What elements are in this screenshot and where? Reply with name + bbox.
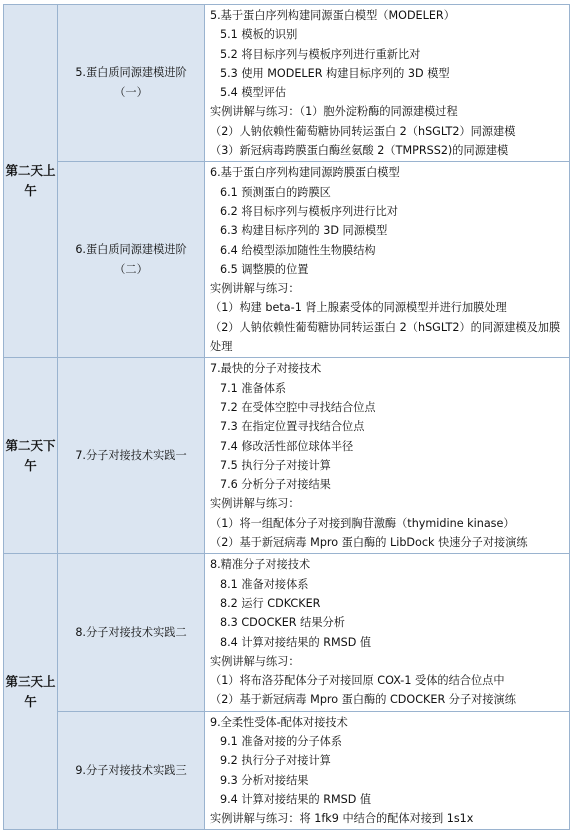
exercise-line: （1）构建 beta-1 肾上腺素受体的同源模型并进行加膜处理 xyxy=(210,301,507,315)
subtopic-item: 7.4 修改活性部位球体半径 xyxy=(220,439,354,453)
module-cell xyxy=(58,554,205,711)
content-cell xyxy=(205,358,570,554)
subtopic-item: 6.3 构建目标序列的 3D 同源模型 xyxy=(220,224,388,238)
day-label: 第三天上午 xyxy=(5,673,56,709)
schedule-row xyxy=(4,5,570,162)
exercise-line: 实例讲解与练习： xyxy=(210,654,300,668)
module-cell xyxy=(58,5,205,162)
day-label: 第二天下午 xyxy=(5,437,56,473)
subtopic-item: 8.3 CDOCKER 结果分析 xyxy=(220,616,345,630)
subtopic-item: 6.2 将目标序列与模板序列进行比对 xyxy=(220,204,398,218)
exercise-line: 实例讲解与练习：将 1fk9 中结合的配体对接到 1s1x xyxy=(210,812,474,826)
exercise-line: （2）人钠依赖性葡萄糖协同转运蛋白 2（hSGLT2）的同源建模及加膜处理 xyxy=(210,320,561,354)
day-label: 第二天上午 xyxy=(5,163,56,199)
module-title: 6.蛋白质同源建模进阶（二） xyxy=(75,242,187,276)
module-cell xyxy=(58,162,205,358)
exercise-line: 实例讲解与练习： xyxy=(210,497,300,511)
module-title: 9.分子对接技术实践三 xyxy=(75,763,187,777)
subtopic-item: 5.4 模型评估 xyxy=(220,86,287,100)
topic-heading: 5.基于蛋白序列构建同源蛋白模型（MODELER） xyxy=(210,9,455,22)
module-title: 5.蛋白质同源建模进阶（一） xyxy=(75,66,187,100)
exercise-line: 实例讲解与练习： xyxy=(210,282,300,296)
topic-heading: 8.精准分子对接技术 xyxy=(210,558,311,572)
subtopic-item: 7.2 在受体空腔中寻找结合位点 xyxy=(220,400,376,414)
subtopic-item: 5.3 使用 MODELER 构建目标序列的 3D 模型 xyxy=(220,66,450,80)
subtopic-item: 9.4 计算对接结果的 RMSD 值 xyxy=(220,792,372,806)
exercise-line: 实例讲解与练习：（1）胞外淀粉酶的同源建模过程 xyxy=(210,105,458,119)
exercise-line: （1）将一组配体分子对接到胸苷激酶（thymidine kinase） xyxy=(210,516,515,530)
content-cell xyxy=(205,162,570,358)
subtopic-item: 7.3 在指定位置寻找结合位点 xyxy=(220,420,365,434)
day-cell xyxy=(4,554,58,830)
subtopic-item: 6.5 调整膜的位置 xyxy=(220,262,309,276)
exercise-line: （3）新冠病毒跨膜蛋白酶丝氨酸 2（TMPRSS2)的同源建模 xyxy=(210,144,509,158)
exercise-line: （2）基于新冠病毒 Mpro 蛋白酶的 CDOCKER 分子对接演练 xyxy=(210,693,516,707)
subtopic-item: 8.2 运行 CDKCKER xyxy=(220,596,321,610)
schedule-row xyxy=(4,162,570,358)
schedule-row xyxy=(4,554,570,711)
subtopic-item: 6.1 预测蛋白的跨膜区 xyxy=(220,185,331,199)
exercise-line: （1）将布洛芬配体分子对接回原 COX-1 受体的结合位点中 xyxy=(210,674,505,688)
subtopic-item: 9.3 分析对接结果 xyxy=(220,773,309,787)
module-cell xyxy=(58,711,205,830)
schedule-row xyxy=(4,711,570,830)
subtopic-item: 6.4 给模型添加随性生物膜结构 xyxy=(220,243,376,257)
schedule-row xyxy=(4,358,570,554)
content-cell xyxy=(205,5,570,162)
module-cell xyxy=(58,358,205,554)
subtopic-item: 9.2 执行分子对接计算 xyxy=(220,754,331,768)
exercise-line: （2）人钠依赖性葡萄糖协同转运蛋白 2（hSGLT2）同源建模 xyxy=(210,124,516,138)
topic-heading: 6.基于蛋白序列构建同源跨膜蛋白模型 xyxy=(210,166,400,180)
subtopic-item: 8.1 准备对接体系 xyxy=(220,577,309,591)
module-title: 8.分子对接技术实践二 xyxy=(75,625,187,639)
subtopic-item: 5.2 将目标序列与模板序列进行重新比对 xyxy=(220,47,421,61)
subtopic-item: 8.4 计算对接结果的 RMSD 值 xyxy=(220,635,372,649)
subtopic-item: 5.1 模板的识别 xyxy=(220,28,298,42)
topic-heading: 9.全柔性受体-配体对接技术 xyxy=(210,715,348,729)
subtopic-item: 7.1 准备体系 xyxy=(220,381,287,395)
subtopic-item: 9.1 准备对接的分子体系 xyxy=(220,734,343,748)
subtopic-item: 7.6 分析分子对接结果 xyxy=(220,478,331,492)
schedule-table xyxy=(3,4,570,830)
content-cell xyxy=(205,554,570,711)
module-title: 7.分子对接技术实践一 xyxy=(75,448,187,462)
day-cell xyxy=(4,5,58,358)
schedule-body xyxy=(4,5,570,830)
day-cell xyxy=(4,358,58,554)
exercise-line: （2）基于新冠病毒 Mpro 蛋白酶的 LibDock 快速分子对接演练 xyxy=(210,536,528,550)
topic-heading: 7.最快的分子对接技术 xyxy=(210,362,322,376)
content-cell xyxy=(205,711,570,830)
subtopic-item: 7.5 执行分子对接计算 xyxy=(220,458,331,472)
